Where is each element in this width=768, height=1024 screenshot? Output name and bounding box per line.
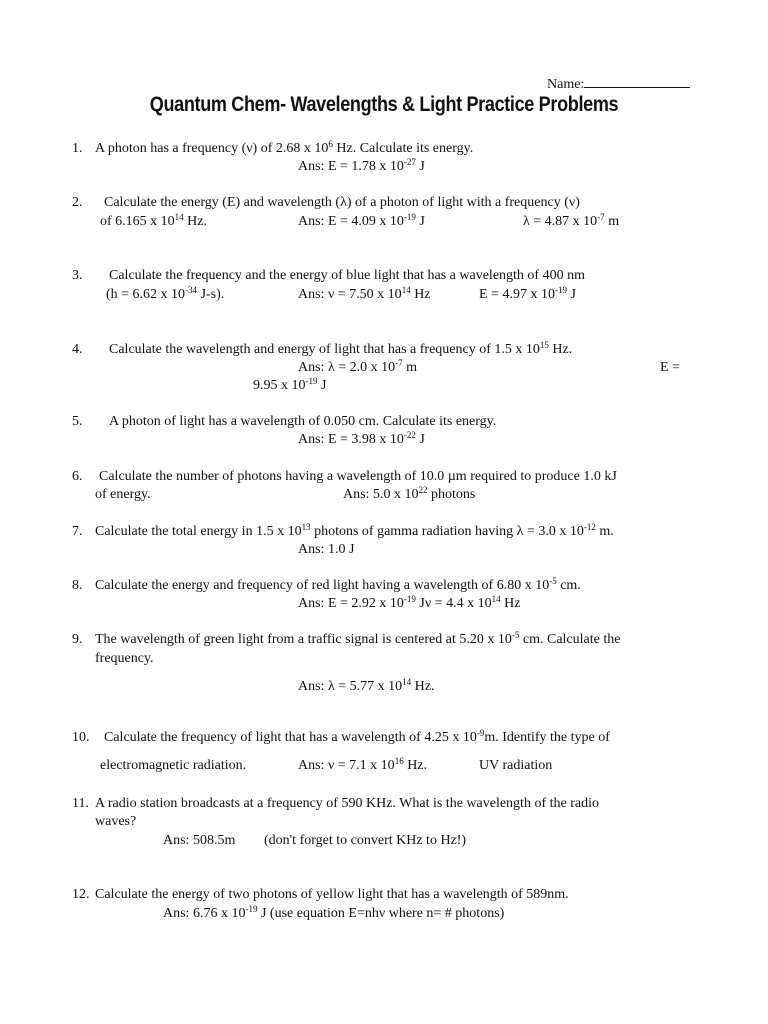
problem-8-question: Calculate the energy and frequency of red light having a wavelength of 6.80 x $10^{-5}$ cm.: [95, 576, 581, 593]
problem-3-answer-frequency: Ans: ν = 7.50 x $10^{14}$ Hz: [298, 285, 431, 302]
problem-1-answer: Ans: E = 1.78 x $10^{-27}$ J: [298, 157, 425, 174]
problem-10-question-cont: electromagnetic radiation.: [100, 758, 247, 773]
problem-11-question-cont: waves?: [95, 814, 137, 829]
problem-8-number: 8.: [72, 578, 83, 593]
name-label: Name:: [547, 77, 585, 92]
problem-7-number: 7.: [72, 524, 83, 539]
problem-3-question-cont: (h = 6.62 x $10^{-34}$ J-s).: [106, 285, 225, 302]
problem-11-number: 11.: [72, 796, 89, 811]
problem-9-answer: Ans: λ = 5.77 x $10^{14}$ Hz.: [298, 677, 435, 694]
problem-9-question: The wavelength of green light from a traffic signal is centered at 5.20 x $10^{-5}$ cm. Calculate the: [95, 630, 621, 647]
problem-2-question: Calculate the energy (E) and wavelength (λ) of a photon of light with a frequency (ν): [104, 195, 580, 210]
problem-4-number: 4.: [72, 342, 83, 357]
problem-2-question-cont: of 6.165 x $10^{14}$ Hz.: [100, 212, 207, 229]
problem-3-answer-energy: E = 4.97 x $10^{-19}$ J: [479, 285, 576, 302]
problem-5-number: 5.: [72, 414, 83, 429]
problem-6-question-cont: of energy.: [95, 487, 151, 502]
problem-10-question: Calculate the frequency of light that has a wavelength of 4.25 x $10^{-9}m$. Identify the type of: [104, 728, 610, 745]
problem-12-question: Calculate the energy of two photons of yellow light that has a wavelength of 589nm.: [95, 887, 569, 902]
name-field: [547, 75, 690, 94]
problem-6-number: 6.: [72, 469, 83, 484]
problem-9-number: 9.: [72, 632, 83, 647]
problem-4-answer-wavelength: Ans: λ = 2.0 x $10^{-7}$ m: [298, 358, 418, 375]
problem-8-answer: Ans: E = 2.92 x $10^{-19}$ Jν = 4.4 x $10^{14}$ Hz: [298, 594, 521, 611]
name-blank-line: [584, 75, 690, 88]
problem-2-answer-energy: Ans: E = 4.09 x $10^{-19}$ J: [298, 212, 425, 229]
problem-6-question: Calculate the number of photons having a wavelength of 10.0 µm required to produce 1.0 kJ: [99, 469, 617, 484]
problem-12-answer: Ans: 6.76 x $10^{-19}$ J (use equation E=nhν where n= # photons): [163, 904, 505, 921]
problem-5-question: A photon of light has a wavelength of 0.050 cm. Calculate its energy.: [109, 414, 497, 429]
problem-7-question: Calculate the total energy in 1.5 x $10^{13}$ photons of gamma radiation having λ = 3.0 x $10^{-12}$ m.: [95, 522, 614, 539]
problem-4-question: Calculate the wavelength and energy of light that has a frequency of 1.5 x $10^{15}$ Hz.: [109, 340, 573, 357]
problem-9-question-cont: frequency.: [95, 651, 154, 666]
problem-11-answer: Ans: 508.5m: [163, 833, 236, 848]
problem-4-answer-energy-label: E =: [660, 360, 680, 375]
problem-10-number: 10.: [72, 730, 90, 745]
problem-1-number: 1.: [72, 141, 83, 156]
problem-4-answer-energy: 9.95 x $10^{-19}$ J: [253, 376, 327, 393]
problem-10-answer-type: UV radiation: [479, 758, 553, 773]
problem-3-number: 3.: [72, 268, 83, 283]
problem-3-question: Calculate the frequency and the energy of blue light that has a wavelength of 400 nm: [109, 268, 585, 283]
problem-11-question: A radio station broadcasts at a frequency of 590 KHz. What is the wavelength of the radio: [95, 796, 599, 811]
problem-7-answer: Ans: 1.0 J: [298, 542, 355, 557]
problem-12-number: 12.: [72, 887, 90, 902]
worksheet-title: Quantum Chem- Wavelengths & Light Practice Problems: [149, 93, 619, 116]
problem-10-answer-frequency: Ans: ν = 7.1 x $10^{16}$ Hz.: [298, 756, 428, 773]
problem-11-note: (don't forget to convert KHz to Hz!): [264, 833, 467, 848]
problem-2-number: 2.: [72, 195, 83, 210]
problem-2-answer-wavelength: λ = 4.87 x $10^{-7}$ m: [523, 212, 620, 229]
problem-1-question: A photon has a frequency (ν) of 2.68 x $10^6$ Hz. Calculate its energy.: [95, 139, 474, 156]
problem-5-answer: Ans: E = 3.98 x $10^{-22}$ J: [298, 430, 425, 447]
problem-6-answer: Ans: 5.0 x $10^{22}$ photons: [343, 485, 476, 502]
